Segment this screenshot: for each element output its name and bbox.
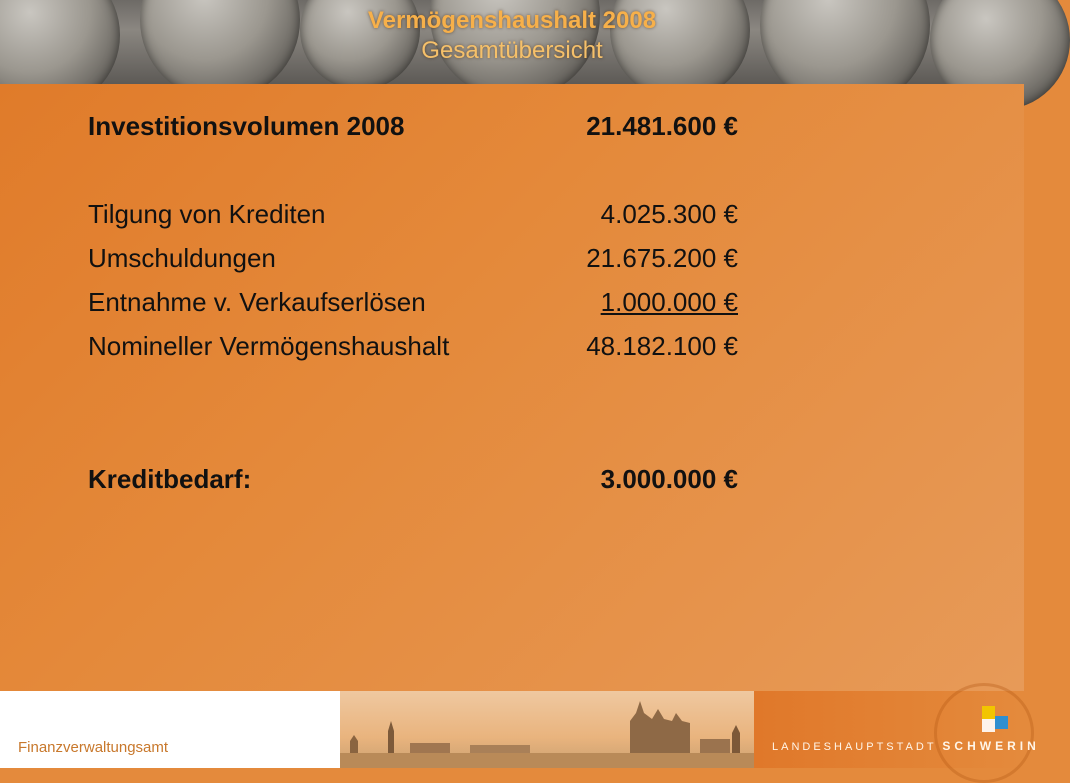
row-value: 3.000.000 € — [600, 464, 738, 494]
header-photo — [0, 0, 1024, 84]
row-value: 48.182.100 € — [586, 331, 738, 361]
city-skyline-image — [340, 691, 754, 768]
row-label: Kreditbedarf: — [88, 464, 252, 494]
slide-title — [0, 6, 1024, 66]
city-logo-panel — [754, 691, 1040, 768]
row-label: Investitionsvolumen 2008 — [88, 111, 405, 141]
title-main: Vermögenshaushalt 2008 — [367, 7, 657, 34]
skyline-icon — [340, 691, 754, 768]
row-label: Tilgung von Krediten — [88, 199, 326, 229]
row-label: Umschuldungen — [88, 243, 276, 273]
city-prefix: LANDESHAUPTSTADT — [772, 741, 937, 753]
table-row — [88, 461, 738, 497]
table-row — [88, 240, 738, 276]
table-row — [88, 328, 738, 364]
table-row — [88, 108, 738, 144]
city-name — [772, 739, 1040, 753]
footer — [0, 691, 1040, 768]
title-sub: Gesamtübersicht — [421, 37, 603, 64]
slide-content — [0, 84, 1024, 691]
table-row — [88, 284, 738, 320]
row-value: 1.000.000 € — [600, 287, 738, 317]
department-name: Finanzverwaltungsamt — [18, 739, 169, 756]
row-value: 4.025.300 € — [600, 199, 738, 229]
row-value: 21.675.200 € — [586, 243, 738, 273]
footer-left-panel — [0, 691, 340, 768]
table-row — [88, 196, 738, 232]
city-title: SCHWERIN — [942, 739, 1040, 753]
row-value: 21.481.600 € — [586, 111, 738, 141]
city-logo-icon — [980, 704, 1010, 734]
row-label: Entnahme v. Verkaufserlösen — [88, 287, 426, 317]
row-label: Nomineller Vermögenshaushalt — [88, 331, 450, 361]
